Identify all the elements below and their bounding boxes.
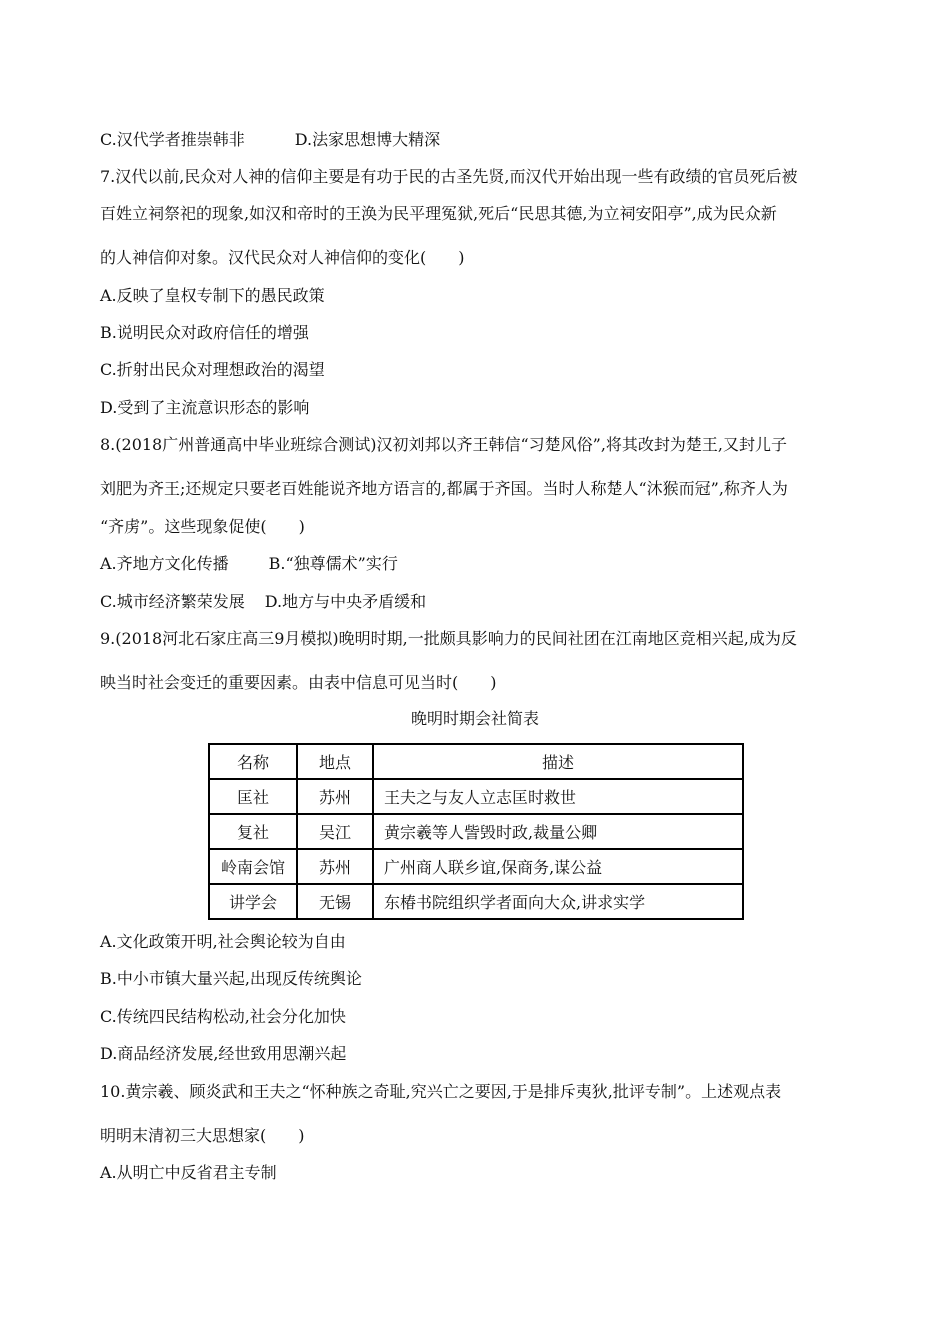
table-caption: 晚明时期会社简表 — [410, 709, 539, 728]
option-d: D.受到了主流意识形态的影响 — [100, 398, 310, 417]
option-b: B.说明民众对政府信任的增强 — [100, 323, 309, 342]
table-row — [209, 814, 743, 849]
option-c: C.折射出民众对理想政治的渴望 — [100, 360, 325, 379]
header-location: 地点 — [297, 744, 373, 779]
question-8-line-1: 8.(2018广州普通高中毕业班综合测试)汉初刘邦以齐王韩信“习楚风俗”,将其改封为楚王,又封儿子 — [100, 435, 788, 454]
question-7-line-2: 百姓立祠祭祀的现象,如汉和帝时的王涣为民平理冤狱,死后“民思其德,为立祠安阳亭”,成为民众新 — [100, 204, 777, 223]
society-table — [208, 743, 744, 920]
cell-name: 岭南会馆 — [209, 849, 297, 884]
question-10-line-1: 10.黄宗羲、顾炎武和王夫之“怀种族之奇耻,究兴亡之要因,于是排斥夷狄,批评专制”。上述观点表 — [100, 1082, 782, 1101]
option-a: A.反映了皇权专制下的愚民政策 — [100, 286, 325, 305]
table-row — [209, 849, 743, 884]
question-7-line-3: 的人神信仰对象。汉代民众对人神信仰的变化( ) — [100, 248, 465, 267]
option-c: C.城市经济繁荣发展 — [100, 592, 245, 611]
option-a: A.齐地方文化传播 — [100, 554, 229, 573]
cell-description: 黄宗羲等人訾毁时政,裁量公卿 — [373, 814, 743, 849]
cell-description: 广州商人联乡谊,保商务,谋公益 — [373, 849, 743, 884]
cell-description: 王夫之与友人立志匡时救世 — [373, 779, 743, 814]
question-8-line-2: 刘肥为齐王;还规定只要老百姓能说齐地方语言的,都属于齐国。当时人称楚人“沐猴而冠”,称齐人为 — [100, 479, 788, 498]
header-description: 描述 — [373, 744, 743, 779]
question-8-line-3: “齐虏”。这些现象促使( ) — [100, 517, 305, 536]
option-line — [100, 129, 440, 151]
question-9-line-1: 9.(2018河北石家庄高三9月模拟)晚明时期,一批颇具影响力的民间社团在江南地区竞相兴起,成为反 — [100, 629, 797, 648]
question-9-line-2: 映当时社会变迁的重要因素。由表中信息可见当时( ) — [100, 673, 497, 692]
cell-location: 苏州 — [297, 849, 373, 884]
option-c: C.传统四民结构松动,社会分化加快 — [100, 1007, 346, 1026]
option-d: D.地方与中央矛盾缓和 — [264, 592, 427, 611]
table-header-row — [209, 744, 743, 779]
option-d: D.法家思想博大精深 — [294, 130, 441, 149]
cell-location: 吴江 — [297, 814, 373, 849]
table-row — [209, 884, 743, 919]
option-line — [100, 553, 398, 575]
cell-name: 匡社 — [209, 779, 297, 814]
cell-location: 无锡 — [297, 884, 373, 919]
option-line — [100, 591, 426, 613]
option-b: B.“独尊儒术”实行 — [268, 554, 398, 573]
question-7-line-1: 7.汉代以前,民众对人神的信仰主要是有功于民的古圣先贤,而汉代开始出现一些有政绩的官员死后被 — [100, 167, 798, 186]
cell-name: 讲学会 — [209, 884, 297, 919]
question-10-line-2: 明明末清初三大思想家( ) — [100, 1126, 305, 1145]
option-a: A.从明亡中反省君主专制 — [100, 1163, 277, 1182]
option-b: B.中小市镇大量兴起,出现反传统舆论 — [100, 969, 362, 988]
option-d: D.商品经济发展,经世致用思潮兴起 — [100, 1044, 347, 1063]
cell-name: 复社 — [209, 814, 297, 849]
header-name: 名称 — [209, 744, 297, 779]
option-a: A.文化政策开明,社会舆论较为自由 — [100, 932, 346, 951]
cell-description: 东椿书院组织学者面向大众,讲求实学 — [373, 884, 743, 919]
table-row — [209, 779, 743, 814]
cell-location: 苏州 — [297, 779, 373, 814]
option-c: C.汉代学者推崇韩非 — [100, 130, 245, 149]
